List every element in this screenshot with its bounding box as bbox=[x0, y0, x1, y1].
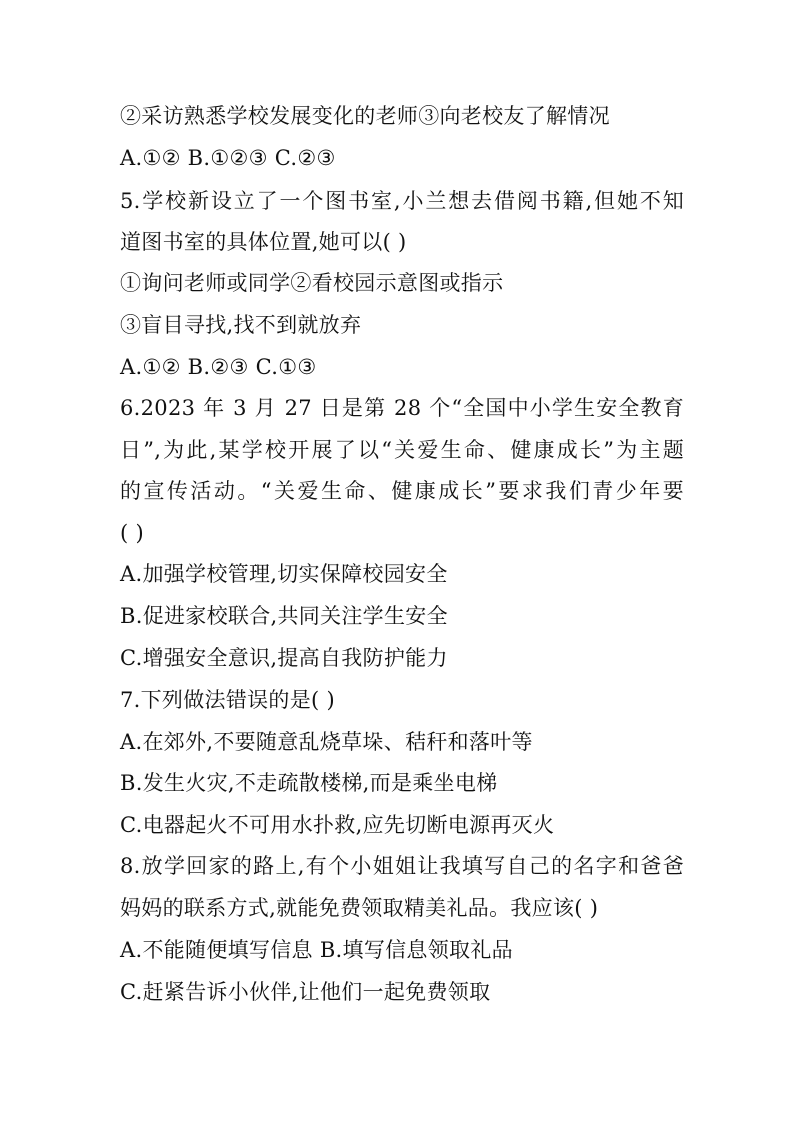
q6-option-b: B.促进家校联合,共同关注学生安全 bbox=[120, 604, 448, 628]
q8-question-line-1: 8.放学回家的路上,有个小姐姐让我填写自己的名字和爸爸 bbox=[120, 854, 684, 878]
q7-option-a: A.在郊外,不要随意乱烧草垛、秸秆和落叶等 bbox=[120, 730, 533, 754]
q7-question: 7.下列做法错误的是( ) bbox=[120, 688, 335, 712]
q4-option-line: ②采访熟悉学校发展变化的老师③向老校友了解情况 bbox=[120, 104, 610, 128]
q7-option-b: B.发生火灾,不走疏散楼梯,而是乘坐电梯 bbox=[120, 771, 498, 795]
q6-answer-blank: ( ) bbox=[120, 521, 144, 545]
q5-question-line-1: 5.学校新设立了一个图书室,小兰想去借阅书籍,但她不知 bbox=[120, 189, 684, 213]
q4-answer-choices: A.①② B.①②③ C.②③ bbox=[120, 146, 336, 170]
q5-question-line-2: 道图书室的具体位置,她可以( ) bbox=[120, 230, 407, 254]
q5-option-line-2: ③盲目寻找,找不到就放弃 bbox=[120, 313, 362, 337]
q6-question-line-2: 日”,为此,某学校开展了以“关爱生命、健康成长”为主题 bbox=[120, 438, 684, 462]
q6-option-c: C.增强安全意识,提高自我防护能力 bbox=[120, 646, 448, 670]
q5-answer-choices: A.①② B.②③ C.①③ bbox=[120, 355, 317, 379]
q6-option-a: A.加强学校管理,切实保障校园安全 bbox=[120, 562, 448, 586]
q8-option-c: C.赶紧告诉小伙伴,让他们一起免费领取 bbox=[120, 980, 491, 1004]
q5-option-line-1: ①询问老师或同学②看校园示意图或指示 bbox=[120, 271, 504, 295]
q6-question-line-1: 6.2023 年 3 月 27 日是第 28 个“全国中小学生安全教育 bbox=[120, 396, 684, 420]
q6-question-line-3: 的宣传活动。“关爱生命、健康成长”要求我们青少年要 bbox=[120, 479, 684, 503]
q8-question-line-2: 妈妈的联系方式,就能免费领取精美礼品。我应该( ) bbox=[120, 896, 599, 920]
q8-options-ab: A.不能随便填写信息 B.填写信息领取礼品 bbox=[120, 938, 513, 962]
q7-option-c: C.电器起火不可用水扑救,应先切断电源再灭火 bbox=[120, 813, 555, 837]
